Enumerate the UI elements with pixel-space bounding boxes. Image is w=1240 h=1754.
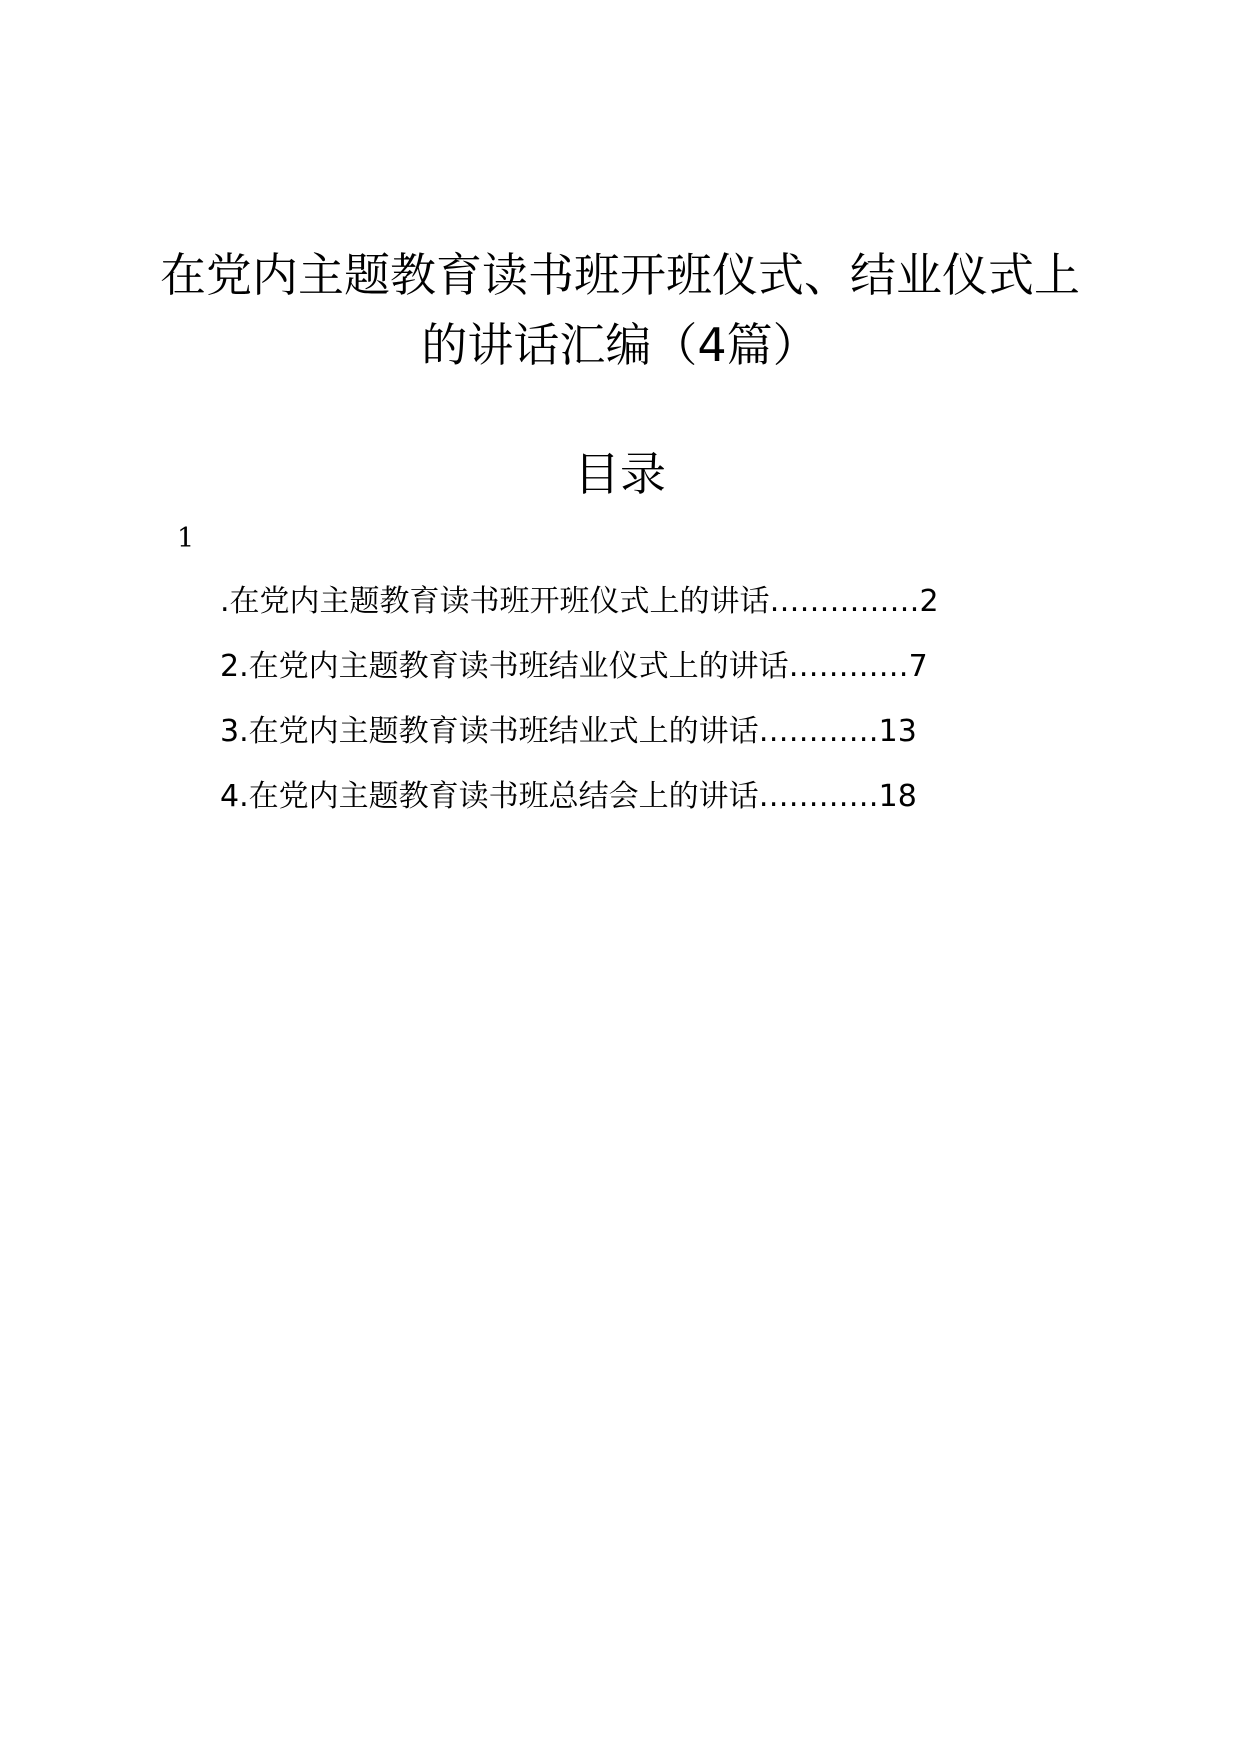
toc-entry-1[interactable]: [220, 580, 1050, 645]
toc-entry-text: 2.在党内主题教育读书班结业仪式上的讲话: [220, 649, 789, 684]
toc-entry-leader: …………: [788, 649, 909, 684]
toc-entry-text: 4.在党内主题教育读书班总结会上的讲话: [220, 779, 759, 814]
toc-list: [220, 580, 1050, 840]
toc-entry-leader: …………: [758, 714, 879, 749]
toc-heading: 目录: [574, 447, 666, 501]
toc-entry-3[interactable]: [220, 710, 1050, 775]
toc-entry-text: 3.在党内主题教育读书班结业式上的讲话: [220, 714, 759, 749]
toc-entry-page: 13: [878, 714, 917, 749]
toc-entry-2[interactable]: [220, 645, 1050, 710]
toc-entry-page: 7: [908, 649, 928, 684]
toc-entry-4[interactable]: [220, 775, 1050, 840]
toc-entry-text: .在党内主题教育读书班开班仪式上的讲话: [220, 584, 770, 619]
document-title-line-2: 的讲话汇编（4篇）: [421, 318, 819, 372]
toc-entry-leader: …………: [758, 779, 879, 814]
toc-entry-page: 2: [919, 584, 939, 619]
toc-entry-page: 18: [878, 779, 917, 814]
stray-number: 1: [177, 523, 195, 554]
toc-entry-leader: ……………: [769, 584, 920, 619]
document-title: [120, 240, 1120, 380]
document-title-line-1: 在党内主题教育读书班开班仪式、结业仪式上: [160, 248, 1080, 302]
